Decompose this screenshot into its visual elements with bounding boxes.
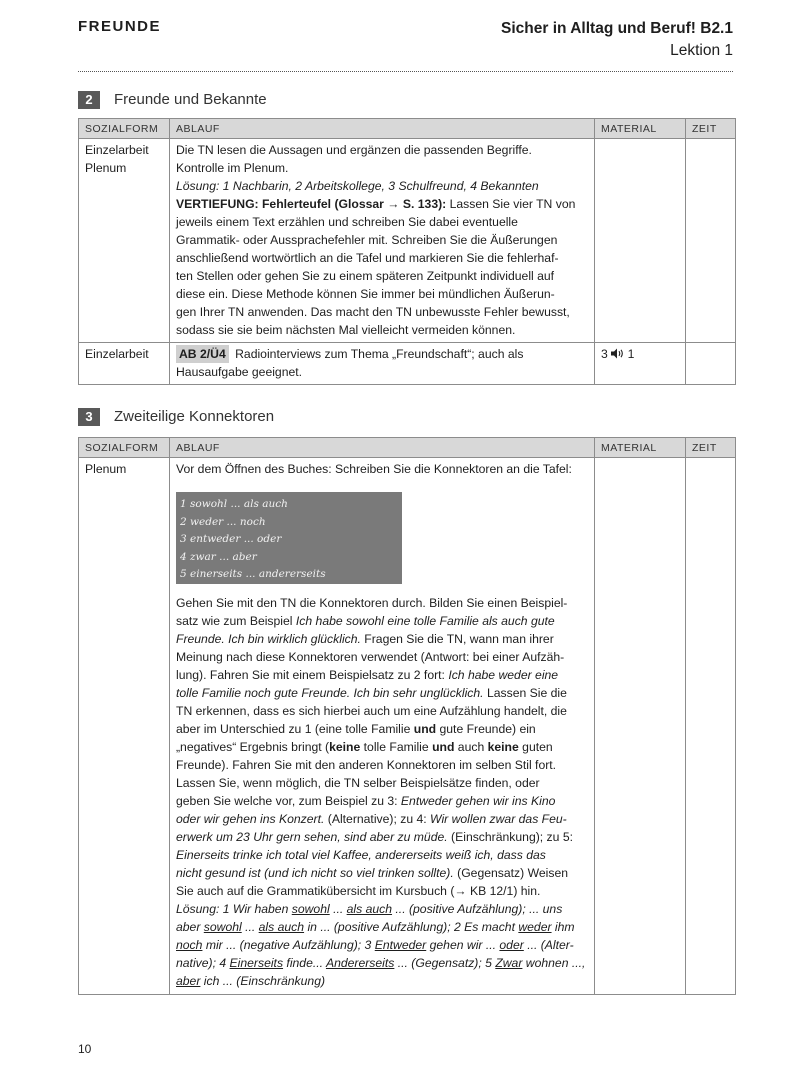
text-line: Kontrolle im Plenum. [176,161,289,175]
col-header-sozialform: SOZIALFORM [79,119,170,139]
solution-text: Lösung: 1 Nachbarin, 2 Arbeitskollege, 3 Schulfreund, 4 Bekannten [176,179,539,193]
example-text: erwerk um 23 Uhr gern sehen, sind aber zu müde. [176,830,448,844]
board-line: 1 sowohl ... als auch [180,498,288,510]
text-line: TN erkennen, dass es sich hierbei auch um eine Aufzählung handelt, die [176,704,567,718]
text-span: tolle Familie [360,740,433,754]
underlined-connector: noch [176,938,203,952]
table-header-row [79,119,736,139]
col-header-material: MATERIAL [595,119,686,139]
text-line: Hausaufgabe geeignet. [176,365,303,379]
section-3-table [78,437,736,995]
ablauf-cell [170,139,595,343]
table-row [79,139,736,343]
text-line: ten Stellen oder gehen Sie zu einem späteren Zeitpunkt individuell auf [176,269,555,283]
text-line: Lassen Sie, wenn möglich, die TN selber Beispielsätze finden, oder [176,776,540,790]
example-text: Ich habe sowohl eine tolle Familie als auch gute [295,614,555,628]
solution-text [176,900,588,990]
emphasis: und [432,740,455,754]
text-span: gehen wir ... [426,938,500,952]
blackboard-image [176,492,402,584]
text-line: Sie auch auf die Grammatikübersicht im Kursbuch (→ KB 12/1) hin. [176,884,541,898]
text-line: anschließend wortwörtlich an die Tafel und markieren Sie die fehlerhaf- [176,251,559,265]
text-span: ... [329,902,347,916]
text-span: (Einschränkung); zu 5: [447,830,573,844]
text-line: Vor dem Öffnen des Buches: Schreiben Sie die Konnektoren an die Tafel: [176,462,572,476]
sozialform-value: Einzelarbeit [85,347,149,361]
underlined-connector: als auch [346,902,393,916]
sozialform-value: Plenum [85,161,127,175]
ablauf-cell [170,343,595,385]
chapter-label: FREUNDE [78,18,162,35]
text-span: (Alternative); zu 4: [324,812,431,826]
board-line: 5 einerseits ... andererseits [180,568,326,580]
text-span: aber im Unterschied zu 1 (eine tolle Familie [176,722,414,736]
text-span: finde... [283,956,326,970]
col-header-sozialform: SOZIALFORM [79,438,170,458]
example-text: Ich habe weder eine [448,668,559,682]
col-header-material: MATERIAL [595,438,686,458]
col-header-ablauf: ABLAUF [170,438,595,458]
book-title: Sicher in Alltag und Beruf! B2.1 [501,20,733,37]
text-span: lung). Fahren Sie mit einem Beispielsatz zu 2 fort: [176,668,449,682]
table-row [79,343,736,385]
text-span: gute Freunde) ein [436,722,536,736]
book-header [501,18,733,62]
text-span: guten [518,740,553,754]
lesson-label: Lektion 1 [670,42,733,59]
underlined-connector: als auch [258,920,305,934]
zeit-cell [686,458,736,995]
text-span: „negatives“ Ergebnis bringt ( [176,740,330,754]
underlined-connector: Einerseits [229,956,284,970]
text-span: ... [241,920,259,934]
board-line: 3 entweder ... oder [180,533,282,545]
audio-track-number: 1 [627,347,635,361]
text-span: ihm [551,920,575,934]
text-line: sodass sie sie beim nächsten Mal vielleicht vermeiden können. [176,323,516,337]
text-line: Gehen Sie mit den TN die Konnektoren durch. Bilden Sie einen Beispiel- [176,596,568,610]
section-2-table [78,118,736,385]
text-line: Lassen Sie vier TN von [446,197,576,211]
text-line: diese ein. Diese Methode können Sie immer bei mündlichen Äußerun- [176,287,555,301]
section-number: 2 [78,91,100,109]
text-span: Fragen Sie die TN, wann man ihrer [360,632,554,646]
audio-cd-number: 3 [601,347,608,361]
text-span: Lassen Sie die [483,686,567,700]
col-header-zeit: ZEIT [686,438,736,458]
instructions-text [176,594,588,900]
underlined-connector: sowohl [291,902,330,916]
material-cell [595,139,686,343]
zeit-cell [686,139,736,343]
emphasis: keine [329,740,361,754]
section-title: Zweiteilige Konnektoren [114,408,275,425]
text-span: mir ... (negative Aufzählung); 3 [202,938,375,952]
text-span: geben Sie welche vor, zum Beispiel zu 3: [176,794,401,808]
text-span: wohnen ..., [522,956,586,970]
example-text: Einerseits trinke ich total viel Kaffee, andererseits weiß ich, dass das [176,848,546,862]
text-line: Meinung nach diese Konnektoren verwendet (Antwort: bei einer Aufzäh- [176,650,565,664]
section-number: 3 [78,408,100,426]
material-cell [595,343,686,385]
example-text: tolle Familie noch gute Freunde. Ich bin sehr unglücklich. [176,686,484,700]
text-span: auch [454,740,488,754]
text-span: ... (Gegensatz); 5 [394,956,496,970]
underlined-connector: sowohl [203,920,242,934]
text-span: aber [176,920,204,934]
sozialform-cell [79,458,170,995]
underlined-connector: Entweder [374,938,427,952]
underlined-connector: aber [176,974,201,988]
example-text: nicht gesund ist (und ich nicht so viel trinken sollte). [176,866,454,880]
table-row [79,458,736,995]
example-text: Entweder gehen wir ins Kino [400,794,556,808]
workbook-reference-tag: AB 2/Ü4 [176,345,229,363]
col-header-ablauf: ABLAUF [170,119,595,139]
text-span: ich ... (Einschränkung) [200,974,326,988]
ablauf-cell [170,458,595,995]
col-header-zeit: ZEIT [686,119,736,139]
text-span: satz wie zum Beispiel [176,614,296,628]
zeit-cell [686,343,736,385]
table-header-row [79,438,736,458]
sozialform-value: Einzelarbeit [85,143,149,157]
text-line: Freunde). Fahren Sie mit den anderen Konnektoren im selben Stil fort. [176,758,557,772]
sozialform-cell [79,343,170,385]
speaker-icon [611,346,624,364]
section-3-heading [78,408,274,426]
text-span: ... (Alter- [523,938,574,952]
text-span: in ... (positive Aufzählung); 2 Es macht [304,920,519,934]
emphasis: keine [487,740,519,754]
material-cell [595,458,686,995]
deepening-label: VERTIEFUNG: Fehlerteufel (Glossar → S. 133): [176,197,447,211]
board-line: 2 weder ... noch [180,515,266,528]
text-line: Die TN lesen die Aussagen und ergänzen die passenden Begriffe. [176,143,532,157]
sozialform-value: Plenum [85,462,127,476]
board-line: 4 zwar ... aber [180,550,257,563]
example-text: Wir wollen zwar das Feu- [430,812,567,826]
text-line: Radiointerviews zum Thema „Freundschaft“; auch als [231,347,524,361]
example-text: oder wir gehen ins Konzert. [176,812,325,826]
text-span: native); 4 [176,956,230,970]
page-number: 10 [78,1042,92,1056]
underlined-connector: Andererseits [325,956,395,970]
header-divider [78,71,733,72]
underlined-connector: oder [499,938,524,952]
text-span: (Gegensatz) Weisen [453,866,569,880]
text-line: gen Ihrer TN anwenden. Das macht den TN unbewusste Fehler bewusst, [176,305,570,319]
section-2-heading [78,91,267,109]
underlined-connector: Zwar [495,956,523,970]
emphasis: und [413,722,437,736]
underlined-connector: weder [518,920,552,934]
text-span: Lösung: 1 Wir haben [176,902,292,916]
text-line: Grammatik- oder Aussprachefehler mit. Schreiben Sie die Äußerungen [176,233,558,247]
text-span: ... (positive Aufzählung); ... uns [392,902,563,916]
example-text: Freunde. Ich bin wirklich glücklich. [176,632,361,646]
text-line: jeweils einem Text erzählen und schreiben Sie dabei eventuelle [176,215,518,229]
section-title: Freunde und Bekannte [114,91,267,108]
sozialform-cell [79,139,170,343]
